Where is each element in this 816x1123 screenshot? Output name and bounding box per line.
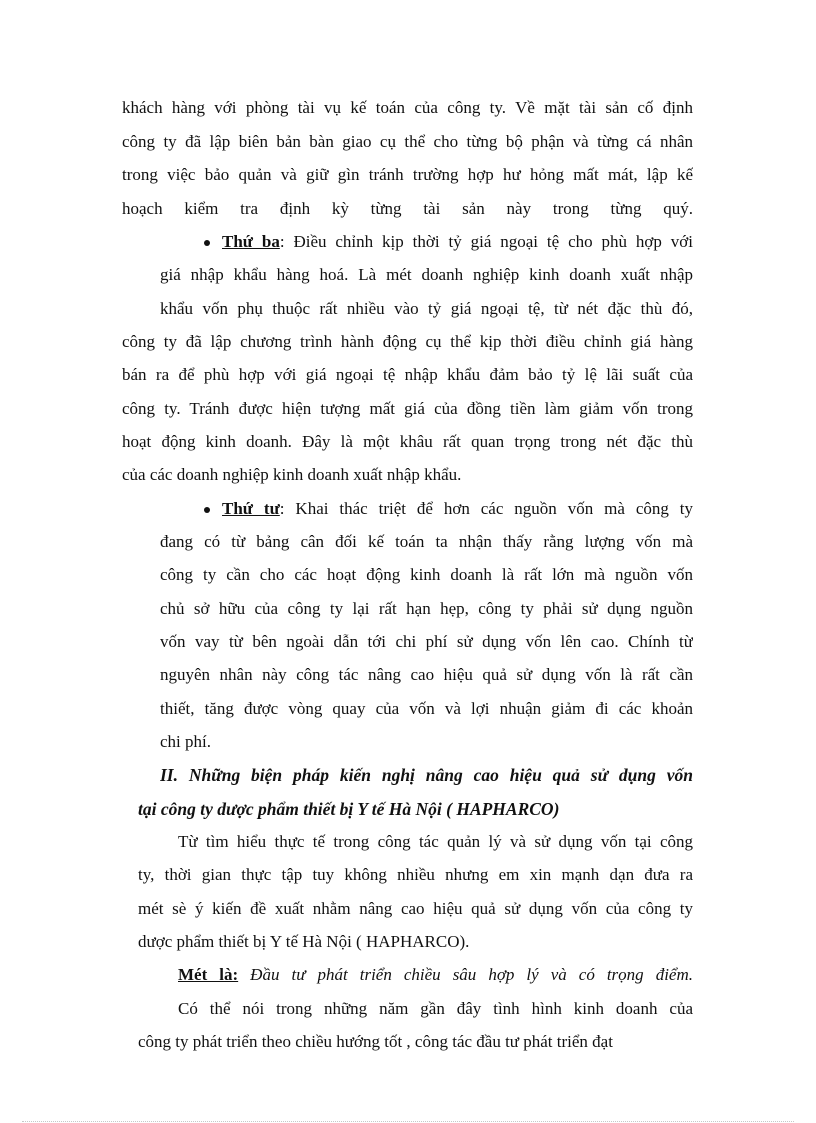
paragraph-line: bán ra để phù hợp với giá ngoại tệ nhập khẩu đảm bảo tỷ lệ lãi suất của [122, 365, 693, 384]
paragraph-line: đang có từ bảng cân đối kế toán ta nhận thấy rằng lượng vốn mà [160, 532, 693, 551]
paragraph-line: ty, thời gian thực tập tuy không nhiều nhưng em xin mạnh dạn đưa ra [138, 865, 693, 884]
bullet-text: : Khai thác triệt để hơn các nguồn vốn mà công ty [279, 499, 694, 518]
bullet-first-line [222, 231, 693, 253]
paragraph-line: nguyên nhân này công tác nâng cao hiệu quả sử dụng vốn là rất cần [160, 665, 693, 684]
measure-line [178, 964, 693, 986]
bullet-label: Thứ tư [222, 499, 280, 518]
paragraph-line: hoạch kiểm tra định kỳ từng tài sản này trong từng quý. [122, 199, 693, 218]
section-heading: tại công ty dược phẩm thiết bị Y tế Hà Nội ( HAPHARCO) [138, 799, 560, 819]
paragraph-line: công ty đã lập chương trình hành động cụ thể kịp thời điều chỉnh giá hàng [122, 332, 693, 351]
paragraph-line: Có thể nói trong những năm gần đây tình hình kinh doanh của [178, 999, 693, 1018]
measure-label: Mét là: [178, 965, 239, 984]
bullet-text: : Điều chỉnh kịp thời tỷ giá ngoại tệ cho phù hợp với [279, 232, 693, 251]
paragraph-line: giá nhập khẩu hàng hoá. Là mét doanh nghiệp kinh doanh xuất nhập [160, 265, 693, 284]
paragraph-line: hoạt động kinh doanh. Đây là một khâu rất quan trọng trong nét đặc thù [122, 432, 693, 451]
paragraph-line: mét sè ý kiến đề xuất nhằm nâng cao hiệu quả sử dụng vốn của công ty [138, 899, 693, 918]
paragraph-line: công ty đã lập biên bản bàn giao cụ thể cho từng bộ phận và từng cá nhân [122, 132, 693, 151]
bullet-first-line [222, 498, 693, 520]
paragraph-line: Từ tìm hiểu thực tế trong công tác quản lý và sử dụng vốn tại công [178, 832, 693, 851]
paragraph-line: công ty cần cho các hoạt động kinh doanh là rất lớn mà nguồn vốn [160, 565, 693, 584]
page-bottom-rule [22, 1121, 794, 1122]
paragraph-line: trong việc bảo quản và giữ gìn tránh trường hợp hư hỏng mất mát, lập kế [122, 165, 693, 184]
paragraph-line: chi phí. [160, 732, 211, 751]
paragraph-line: dược phẩm thiết bị Y tế Hà Nội ( HAPHARCO). [138, 932, 470, 951]
bullet-label: Thứ ba [222, 232, 280, 251]
paragraph-line: chủ sở hữu của công ty lại rất hạn hẹp, công ty phải sử dụng nguồn [160, 599, 693, 618]
measure-text: Đầu tư phát triển chiều sâu hợp lý và có trọng điểm. [238, 965, 693, 984]
bullet-icon [204, 507, 210, 513]
paragraph-line: khẩu vốn phụ thuộc rất nhiều vào tỷ giá ngoại tệ, từ nét đặc thù đó, [160, 299, 693, 318]
paragraph-line: của các doanh nghiệp kinh doanh xuất nhập khẩu. [122, 465, 462, 484]
paragraph-line: vốn vay từ bên ngoài dẫn tới chi phí sử dụng vốn lên cao. Chính từ [160, 632, 693, 651]
paragraph-line: thiết, tăng được vòng quay của vốn và lợi nhuận giảm đi các khoản [160, 699, 693, 718]
paragraph-line: khách hàng với phòng tài vụ kế toán của công ty. Về mặt tài sản cố định [122, 98, 693, 117]
bullet-icon [204, 240, 210, 246]
paragraph-line: công ty. Tránh được hiện tượng mất giá của đồng tiền làm giảm vốn trong [122, 399, 693, 418]
section-heading: II. Những biện pháp kiến nghị nâng cao hiệu quả sử dụng vốn [160, 765, 693, 785]
paragraph-line: công ty phát triển theo chiều hướng tốt , công tác đầu tư phát triển đạt [138, 1032, 613, 1051]
